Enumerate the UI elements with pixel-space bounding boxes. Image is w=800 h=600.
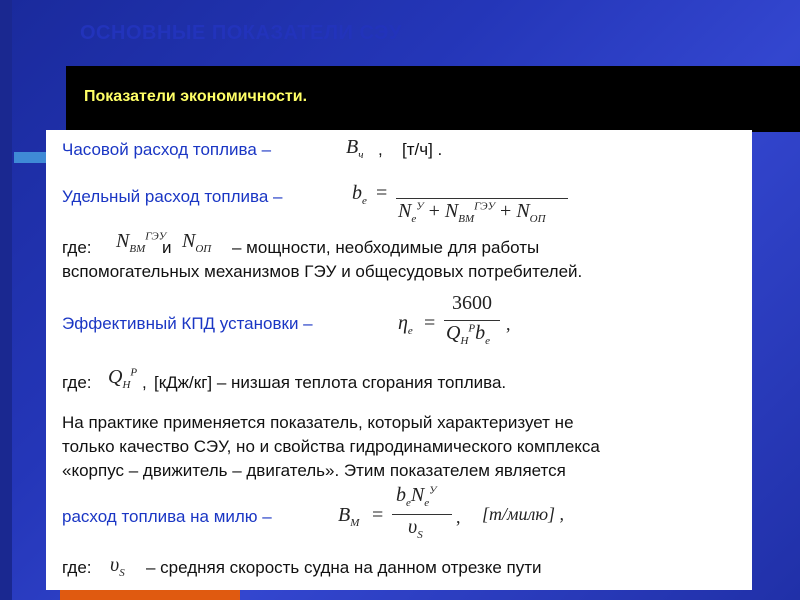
efficiency-eq: = [424,312,436,334]
specific-fraction-bar [396,198,568,199]
efficiency-numerator: 3600 [452,292,492,314]
per-mile-denominator: $\upsilon_S$ [408,516,423,541]
heat-description: [кДж/кг] – низшая теплота сгорания топлива. [154,373,507,392]
paragraph-line-2: только качество СЭУ, но и свойства гидродинамического комплекса [62,437,600,456]
hourly-consumption-unit: [т/ч] . [402,140,443,159]
left-decor-strip [0,0,12,600]
per-mile-numerator: $b_eN_e^У$ [396,484,437,509]
specific-denominator: $N_e^У + N_{ВМ}^{ГЭУ} + N_{ОП}$ [398,200,546,225]
efficiency-comma: , [506,314,511,334]
per-mile-symbol: $B_М$ [338,504,360,529]
efficiency-denominator: $Q_Н^Рb_e$ [446,322,491,347]
q-heat-symbol: $Q_Н^Р$ [108,366,138,391]
n-op-symbol: $N_{ОП}$ [182,230,212,255]
where-label-3: где: [62,558,92,577]
hourly-comma: , [378,140,383,159]
powers-description: – мощности, необходимые для работы [232,238,540,257]
n-bm-symbol: $N_{ВМ}^{ГЭУ}$ [116,230,167,255]
mechanisms-description: вспомогательных механизмов ГЭУ и общесудовых потребителей. [62,262,583,281]
and-word: и [162,238,172,257]
per-mile-label: расход топлива на милю – [62,507,272,526]
slide-subtitle: Показатели экономичности. [84,88,308,105]
where-label-1: где: [62,238,92,257]
content-panel [46,130,752,590]
speed-description: – средняя скорость судна на данном отрезке пути [146,558,542,577]
speed-symbol: $\upsilon_S$ [110,554,125,579]
efficiency-symbol: $\eta_e$ [398,312,413,337]
hourly-consumption-label: Часовой расход топлива – [62,140,272,159]
accent-bar [14,152,48,163]
per-mile-eq: = [372,504,384,526]
per-mile-fraction-bar [392,514,452,515]
where-label-2: где: [62,373,92,392]
specific-eq: = [376,182,388,204]
heat-comma: , [142,373,147,392]
hourly-consumption-symbol: $B_ч$ [346,136,364,161]
efficiency-fraction-bar [444,320,500,321]
specific-consumption-label: Удельный расход топлива – [62,187,283,206]
per-mile-comma: , [456,507,461,527]
per-mile-unit: [т/милю] , [482,504,565,524]
efficiency-label: Эффективный КПД установки – [62,314,313,333]
slide-title: ОСНОВНЫЕ ПОКАЗАТЕЛИ СЭУ [80,22,402,44]
paragraph-line-1: На практике применяется показатель, который характеризует не [62,413,574,432]
specific-consumption-symbol: $b_e$ [352,182,367,207]
paragraph-line-3: «корпус – движитель – двигатель». Этим показателем является [62,461,566,480]
bottom-accent-bar [60,590,240,600]
